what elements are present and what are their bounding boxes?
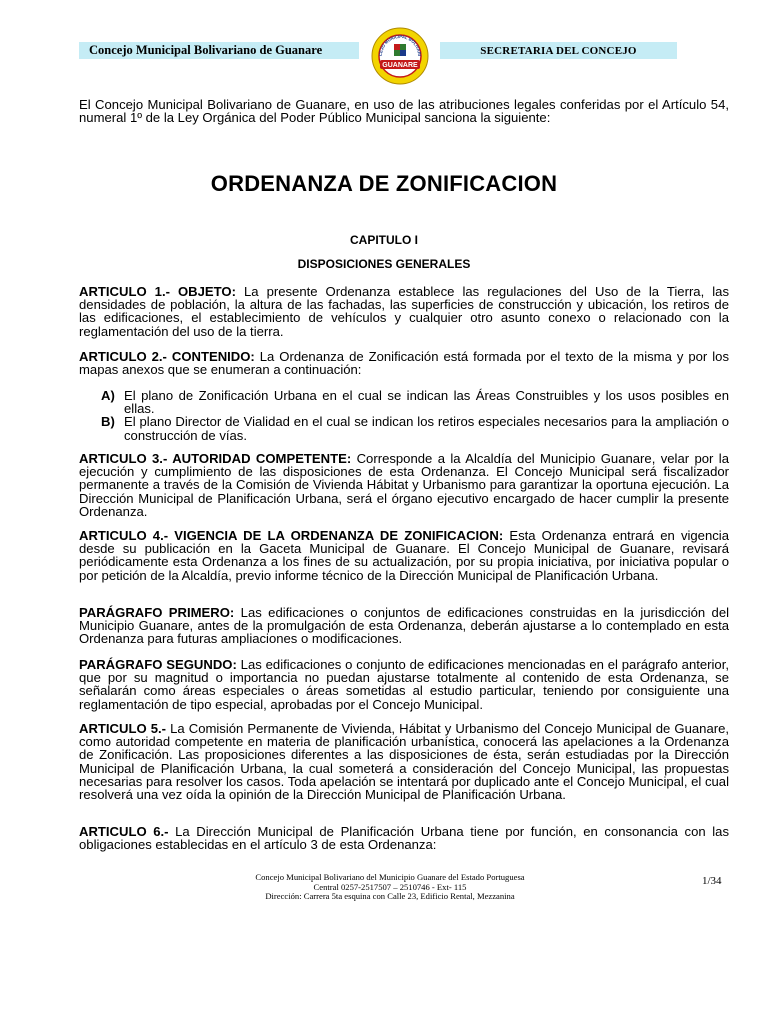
article-heading: ARTICULO 2.- CONTENIDO:: [79, 349, 255, 364]
article-body: La Ordenanza de Zonificación está formada por el texto de la misma y por los mapas anexos que se enumeran a continuación:: [79, 349, 729, 378]
list-marker: B): [101, 414, 115, 430]
article-1: [79, 285, 729, 338]
page-footer: [180, 873, 600, 902]
list-marker: A): [101, 388, 115, 403]
chapter-heading: CAPITULO I: [350, 233, 418, 247]
chapter-title: DISPOSICIONES GENERALES: [297, 257, 471, 271]
footer-line: Dirección: Carrera 5ta esquina con Calle 23, Edificio Rental, Mezzanina: [265, 891, 515, 902]
list-text: El plano de Zonificación Urbana en el cual se indican las Áreas Construibles y los usos posibles en ellas.: [124, 388, 729, 417]
article-body: La Comisión Permanente de Vivienda, Hábitat y Urbanismo del Concejo Municipal de Guanare, como autoridad competente en materia de planificación urbanística, conocerá las apelaciones a la Ordenanza de Zonificación. Las proposiciones diferentes a las disposiciones de ésta, serán estudiadas por la Dirección Municipal de Planificación Urbana, la cual someterá a consideración del Concejo Municipal, las propuestas necesarias para resolver los casos. Toda apelación se intentará por duplicado ante el Concejo Municipal, el cual resolverá una vez oída la opinión de la Dirección Municipal de Planificación Urbana.: [79, 721, 730, 803]
paragraph-first: [79, 606, 729, 646]
council-name: Concejo Municipal Bolivariano de Guanare: [89, 43, 323, 57]
article-body: Las edificaciones o conjunto de edificaciones mencionadas en el parágrafo anterior, que por su magnitud o importancia no puedan ajustarse totalmente al contenido de esta Ordenanza, se señalarán como áreas especiales o áreas sometidas al estudio particular, teniendo por consiguiente una reglamentación de tipo especial, aprobadas por el Concejo Municipal.: [79, 657, 729, 712]
article-body: La presente Ordenanza establece las regulaciones del Uso de la Tierra, las densidades de población, la altura de las fachadas, las superficies de construcción y ubicación, los retiros de las edificaciones, el establecimiento de vehículos y cualquier otro asunto conexo o relacionado con la reglamentación del uso de la tierra.: [79, 284, 729, 339]
article-5: [79, 722, 729, 801]
article-body: Corresponde a la Alcaldía del Municipio Guanare, velar por la ejecución y cumplimiento de las disposiciones de esta Ordenanza. El Concejo Municipal será fiscalizador permanente a través de la Comisión de Vivienda Hábitat y Urbanismo para garantizar la oportuna ejecución. La Dirección Municipal de Planificación Urbana, será el órgano ejecutivo encargado de hacer cumplir la presente Ordenanza.: [79, 451, 729, 519]
municipal-seal-icon: [370, 26, 430, 86]
article-6: [79, 825, 729, 851]
secretariat-label: SECRETARIA DEL CONCEJO: [480, 44, 637, 57]
contents-list: [79, 389, 729, 442]
header-right-banner: [440, 42, 677, 59]
article-heading: ARTICULO 1.- OBJETO:: [79, 284, 236, 299]
article-heading: ARTICULO 6.-: [79, 824, 169, 839]
article-heading: ARTICULO 3.- AUTORIDAD COMPETENTE:: [79, 451, 352, 466]
article-body: Esta Ordenanza entrará en vigencia desde su publicación en la Gaceta Municipal de Guanare. El Concejo Municipal de Guanare, revisará periódicamente esta Ordenanza a los fines de su actualización, por su propia iniciativa, por iniciativa popular o por petición de la Alcaldía, previo informe técnico de la Dirección Municipal de Planificación Urbana.: [79, 528, 729, 583]
paragraph-second: [79, 658, 729, 711]
header-left-banner: [79, 42, 359, 59]
list-item: [79, 389, 729, 415]
seal-text: GUANARE: [382, 62, 418, 69]
list-text: El plano Director de Vialidad en el cual se indican los retiros especiales necesarios para la ampliación o construcción de vías.: [124, 414, 729, 443]
article-body: La Dirección Municipal de Planificación Urbana tiene por función, en consonancia con las obligaciones establecidas en el artículo 3 de esta Ordenanza:: [79, 824, 729, 853]
intro-paragraph: [79, 98, 729, 124]
article-2: [79, 350, 729, 376]
article-body: Las edificaciones o conjuntos de edificaciones construidas en la jurisdicción del Municipio Guanare, antes de la promulgación de esta Ordenanza, deberán ajustarse a lo contemplado en esta Ordenanza para futuras ampliaciones o modificaciones.: [79, 605, 730, 647]
article-heading: ARTICULO 5.-: [79, 721, 167, 736]
footer-line: Concejo Municipal Bolivariano del Municipio Guanare del Estado Portuguesa: [255, 872, 525, 882]
article-heading: PARÁGRAFO PRIMERO:: [79, 605, 235, 620]
article-heading: ARTICULO 4.- VIGENCIA DE LA ORDENANZA DE ZONIFICACION:: [79, 528, 504, 543]
intro-text: El Concejo Municipal Bolivariano de Guanare, en uso de las atribuciones legales conferidas por el Artículo 54, numeral 1º de la Ley Orgánica del Poder Público Municipal sanciona la siguiente:: [79, 97, 729, 126]
list-item: [79, 415, 729, 441]
page-number: 1/34: [702, 875, 722, 887]
document-title: ORDENANZA DE ZONIFICACION: [210, 171, 558, 196]
article-4: [79, 529, 729, 582]
article-3: [79, 452, 729, 518]
footer-line: Central 0257-2517507 – 2510746 - Ext- 115: [313, 881, 467, 892]
seal-top-text: CEJO MUNICIPAL BOLIVARI: [377, 33, 423, 57]
article-heading: PARÁGRAFO SEGUNDO:: [79, 657, 237, 672]
